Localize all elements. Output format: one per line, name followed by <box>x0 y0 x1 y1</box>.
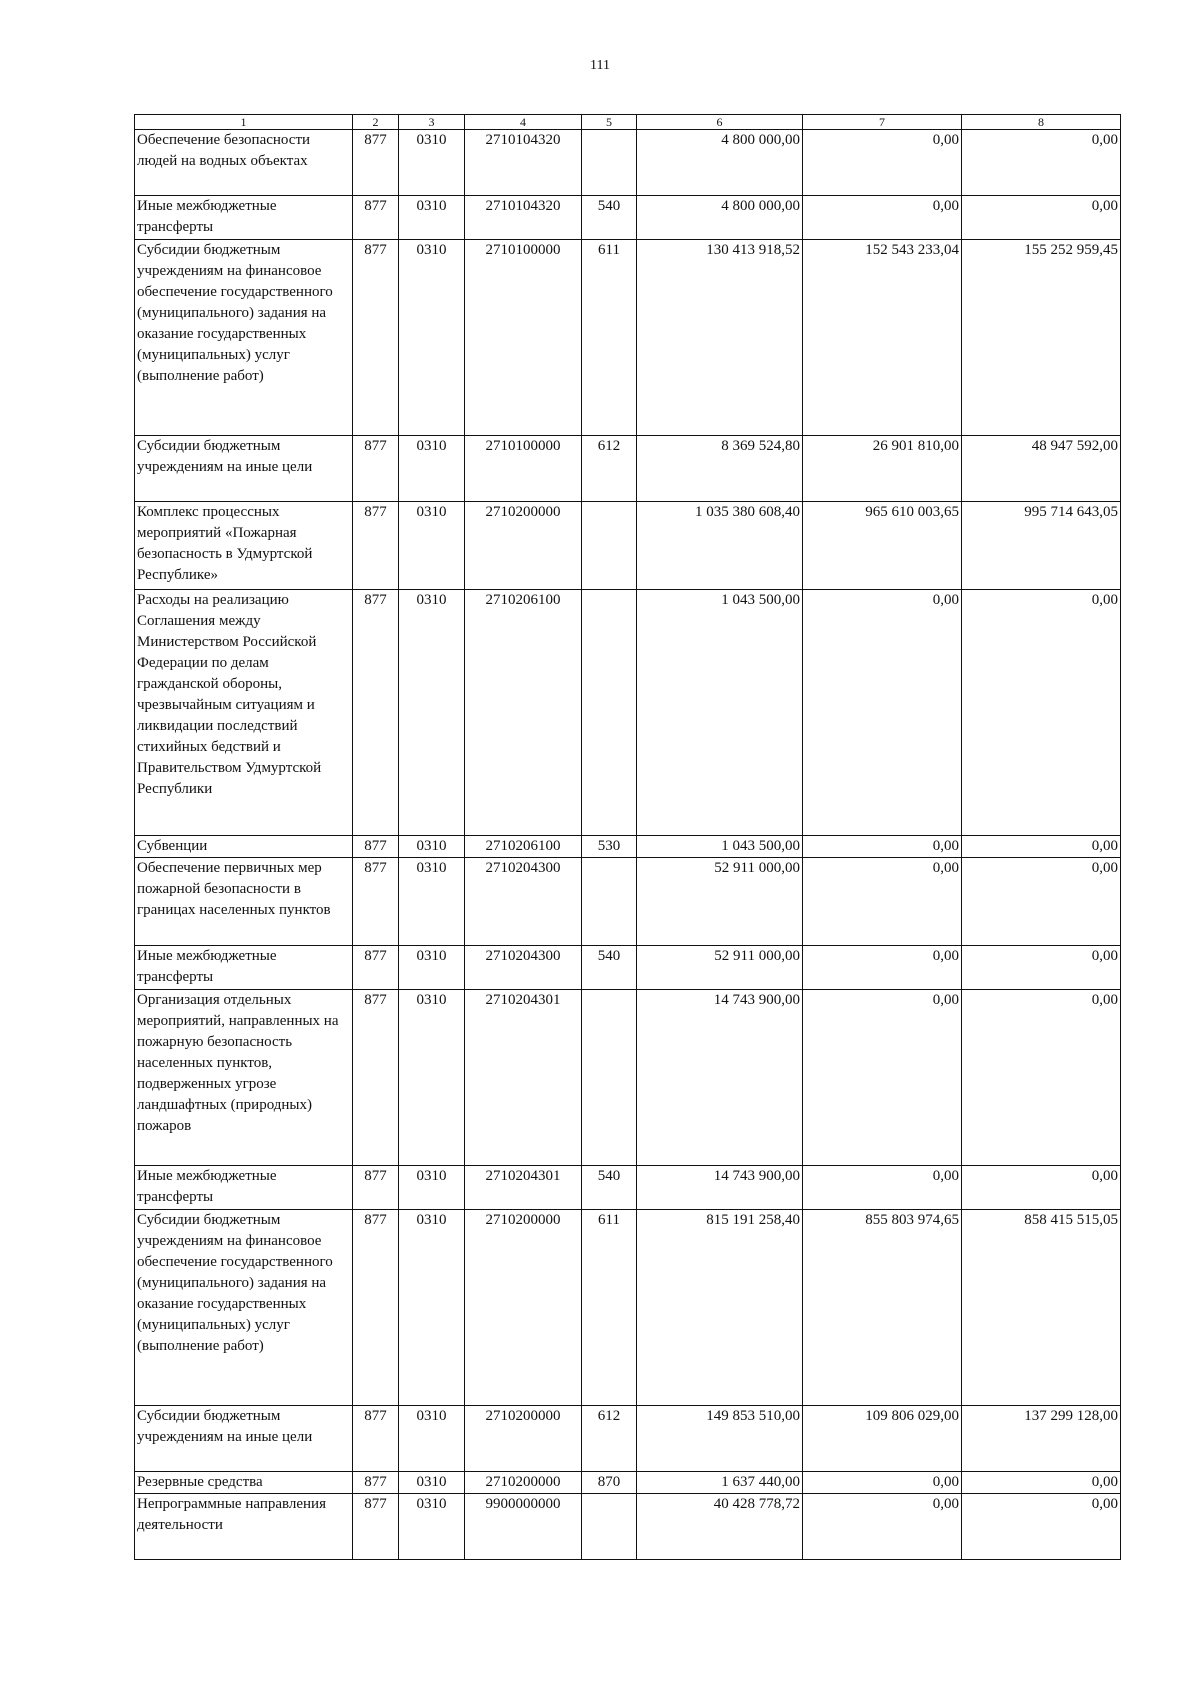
cell-section: 0310 <box>399 990 465 1166</box>
cell-amount-2: 0,00 <box>803 1166 962 1210</box>
budget-table <box>134 114 1121 1560</box>
cell-section: 0310 <box>399 946 465 990</box>
cell-amount-3: 0,00 <box>962 196 1121 240</box>
cell-ministry: 877 <box>353 836 399 858</box>
cell-amount-3: 0,00 <box>962 990 1121 1166</box>
cell-section: 0310 <box>399 1472 465 1494</box>
cell-amount-3: 0,00 <box>962 836 1121 858</box>
table-row <box>135 1472 1121 1494</box>
cell-target: 2710200000 <box>465 1472 582 1494</box>
cell-target: 2710204301 <box>465 990 582 1166</box>
cell-ministry: 877 <box>353 1406 399 1472</box>
column-header: 3 <box>399 115 465 130</box>
cell-amount-2: 855 803 974,65 <box>803 1210 962 1406</box>
cell-expense-type <box>582 1494 637 1560</box>
cell-amount-2: 0,00 <box>803 946 962 990</box>
row-name: Непрограммные направления деятельности <box>135 1494 353 1560</box>
table-row <box>135 1210 1121 1406</box>
header-row <box>135 115 1121 130</box>
cell-amount-1: 4 800 000,00 <box>637 130 803 196</box>
cell-amount-1: 130 413 918,52 <box>637 240 803 436</box>
cell-section: 0310 <box>399 836 465 858</box>
cell-target: 2710200000 <box>465 502 582 590</box>
cell-amount-2: 0,00 <box>803 130 962 196</box>
cell-section: 0310 <box>399 502 465 590</box>
cell-amount-3: 0,00 <box>962 1494 1121 1560</box>
cell-expense-type <box>582 990 637 1166</box>
cell-expense-type <box>582 858 637 946</box>
cell-amount-3: 48 947 592,00 <box>962 436 1121 502</box>
table-row <box>135 1166 1121 1210</box>
cell-amount-3: 858 415 515,05 <box>962 1210 1121 1406</box>
cell-target: 2710104320 <box>465 130 582 196</box>
cell-expense-type: 540 <box>582 1166 637 1210</box>
cell-section: 0310 <box>399 240 465 436</box>
row-name: Субвенции <box>135 836 353 858</box>
cell-expense-type: 540 <box>582 196 637 240</box>
cell-ministry: 877 <box>353 858 399 946</box>
table-row <box>135 436 1121 502</box>
row-name: Расходы на реализацию Соглашения между Министерством Российской Федерации по делам гражданской обороны, чрезвычайным ситуациям и ликвидации последствий стихийных бедствий и Правительством Удмуртской Республики <box>135 590 353 836</box>
row-name: Обеспечение безопасности людей на водных объектах <box>135 130 353 196</box>
column-header: 5 <box>582 115 637 130</box>
column-header: 6 <box>637 115 803 130</box>
table-row <box>135 1406 1121 1472</box>
cell-target: 2710100000 <box>465 436 582 502</box>
cell-expense-type: 611 <box>582 1210 637 1406</box>
cell-amount-2: 0,00 <box>803 590 962 836</box>
cell-section: 0310 <box>399 130 465 196</box>
cell-section: 0310 <box>399 1166 465 1210</box>
cell-amount-1: 1 043 500,00 <box>637 590 803 836</box>
cell-ministry: 877 <box>353 1210 399 1406</box>
cell-amount-1: 14 743 900,00 <box>637 1166 803 1210</box>
cell-ministry: 877 <box>353 1166 399 1210</box>
cell-amount-3: 0,00 <box>962 130 1121 196</box>
cell-target: 2710104320 <box>465 196 582 240</box>
cell-amount-2: 965 610 003,65 <box>803 502 962 590</box>
cell-amount-1: 149 853 510,00 <box>637 1406 803 1472</box>
cell-target: 9900000000 <box>465 1494 582 1560</box>
cell-amount-1: 52 911 000,00 <box>637 858 803 946</box>
column-header: 7 <box>803 115 962 130</box>
cell-amount-1: 1 035 380 608,40 <box>637 502 803 590</box>
cell-target: 2710100000 <box>465 240 582 436</box>
row-name: Иные межбюджетные трансферты <box>135 196 353 240</box>
cell-ministry: 877 <box>353 130 399 196</box>
cell-target: 2710204300 <box>465 858 582 946</box>
cell-expense-type <box>582 590 637 836</box>
row-name: Организация отдельных мероприятий, направленных на пожарную безопасность населенных пунктов, подверженных угрозе ландшафтных (природных) пожаров <box>135 990 353 1166</box>
cell-expense-type: 540 <box>582 946 637 990</box>
cell-section: 0310 <box>399 590 465 836</box>
row-name: Иные межбюджетные трансферты <box>135 1166 353 1210</box>
table-row <box>135 836 1121 858</box>
column-header: 8 <box>962 115 1121 130</box>
cell-amount-3: 0,00 <box>962 590 1121 836</box>
cell-target: 2710204300 <box>465 946 582 990</box>
cell-ministry: 877 <box>353 990 399 1166</box>
cell-amount-1: 815 191 258,40 <box>637 1210 803 1406</box>
cell-amount-1: 52 911 000,00 <box>637 946 803 990</box>
cell-ministry: 877 <box>353 590 399 836</box>
cell-ministry: 877 <box>353 1494 399 1560</box>
cell-expense-type: 612 <box>582 436 637 502</box>
cell-ministry: 877 <box>353 240 399 436</box>
cell-target: 2710206100 <box>465 590 582 836</box>
table-row <box>135 590 1121 836</box>
cell-ministry: 877 <box>353 196 399 240</box>
cell-ministry: 877 <box>353 1472 399 1494</box>
page-number: 111 <box>590 58 610 73</box>
cell-amount-3: 0,00 <box>962 858 1121 946</box>
table-row <box>135 240 1121 436</box>
table-row <box>135 130 1121 196</box>
cell-amount-3: 995 714 643,05 <box>962 502 1121 590</box>
cell-ministry: 877 <box>353 946 399 990</box>
cell-target: 2710200000 <box>465 1210 582 1406</box>
table-row <box>135 990 1121 1166</box>
cell-amount-2: 0,00 <box>803 196 962 240</box>
cell-expense-type: 612 <box>582 1406 637 1472</box>
cell-target: 2710200000 <box>465 1406 582 1472</box>
cell-amount-2: 0,00 <box>803 858 962 946</box>
cell-expense-type <box>582 502 637 590</box>
row-name: Резервные средства <box>135 1472 353 1494</box>
cell-expense-type <box>582 130 637 196</box>
cell-amount-3: 0,00 <box>962 1472 1121 1494</box>
cell-amount-2: 152 543 233,04 <box>803 240 962 436</box>
cell-amount-1: 4 800 000,00 <box>637 196 803 240</box>
cell-target: 2710204301 <box>465 1166 582 1210</box>
cell-section: 0310 <box>399 1406 465 1472</box>
table-row <box>135 858 1121 946</box>
table-row <box>135 502 1121 590</box>
row-name: Комплекс процессных мероприятий «Пожарная безопасность в Удмуртской Республике» <box>135 502 353 590</box>
column-header: 2 <box>353 115 399 130</box>
table-row <box>135 196 1121 240</box>
row-name: Иные межбюджетные трансферты <box>135 946 353 990</box>
cell-amount-2: 26 901 810,00 <box>803 436 962 502</box>
cell-amount-2: 0,00 <box>803 1472 962 1494</box>
cell-amount-2: 0,00 <box>803 990 962 1166</box>
cell-amount-3: 0,00 <box>962 1166 1121 1210</box>
cell-section: 0310 <box>399 196 465 240</box>
row-name: Субсидии бюджетным учреждениям на иные цели <box>135 1406 353 1472</box>
cell-amount-1: 40 428 778,72 <box>637 1494 803 1560</box>
cell-amount-2: 109 806 029,00 <box>803 1406 962 1472</box>
cell-section: 0310 <box>399 1494 465 1560</box>
cell-amount-3: 137 299 128,00 <box>962 1406 1121 1472</box>
cell-ministry: 877 <box>353 502 399 590</box>
cell-amount-2: 0,00 <box>803 1494 962 1560</box>
table-row <box>135 1494 1121 1560</box>
cell-amount-3: 155 252 959,45 <box>962 240 1121 436</box>
row-name: Субсидии бюджетным учреждениям на финансовое обеспечение государственного (муниципального) задания на оказание государственных (муниципальных) услуг (выполнение работ) <box>135 1210 353 1406</box>
cell-amount-2: 0,00 <box>803 836 962 858</box>
cell-section: 0310 <box>399 858 465 946</box>
cell-amount-1: 8 369 524,80 <box>637 436 803 502</box>
cell-amount-1: 14 743 900,00 <box>637 990 803 1166</box>
cell-expense-type: 611 <box>582 240 637 436</box>
cell-target: 2710206100 <box>465 836 582 858</box>
cell-amount-1: 1 637 440,00 <box>637 1472 803 1494</box>
column-header: 4 <box>465 115 582 130</box>
cell-ministry: 877 <box>353 436 399 502</box>
column-header: 1 <box>135 115 353 130</box>
cell-section: 0310 <box>399 436 465 502</box>
row-name: Субсидии бюджетным учреждениям на финансовое обеспечение государственного (муниципального) задания на оказание государственных (муниципальных) услуг (выполнение работ) <box>135 240 353 436</box>
row-name: Субсидии бюджетным учреждениям на иные цели <box>135 436 353 502</box>
table-row <box>135 946 1121 990</box>
cell-expense-type: 530 <box>582 836 637 858</box>
cell-amount-3: 0,00 <box>962 946 1121 990</box>
cell-section: 0310 <box>399 1210 465 1406</box>
row-name: Обеспечение первичных мер пожарной безопасности в границах населенных пунктов <box>135 858 353 946</box>
cell-amount-1: 1 043 500,00 <box>637 836 803 858</box>
cell-expense-type: 870 <box>582 1472 637 1494</box>
